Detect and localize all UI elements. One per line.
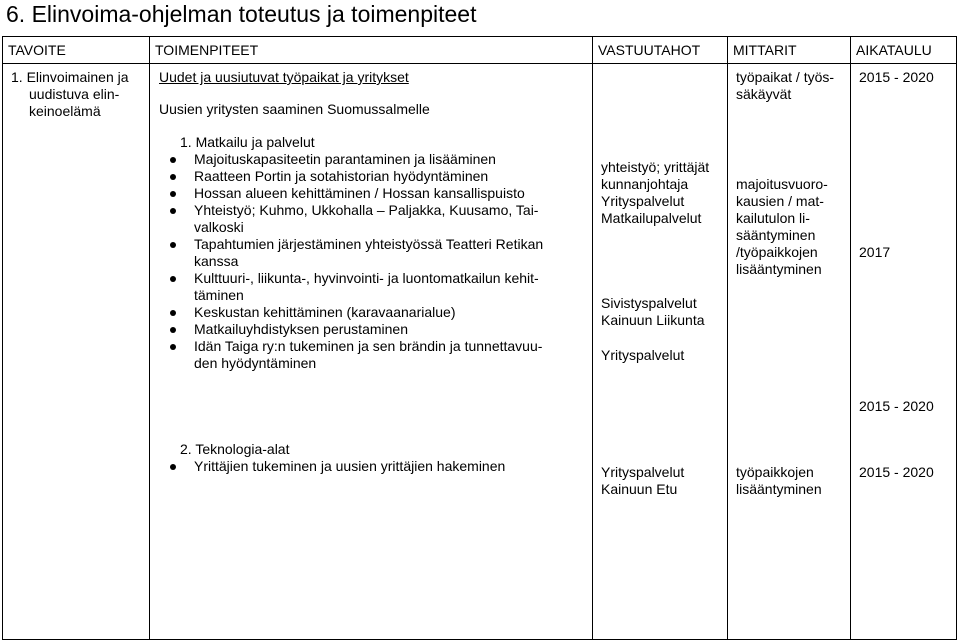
tavoite-line: 1. Elinvoimainen ja xyxy=(11,69,129,85)
mittarit-line: työpaikat / työs- xyxy=(736,69,835,85)
section2-list xyxy=(194,458,505,475)
mittarit-line: majoitusvuoro- xyxy=(736,176,828,192)
mittarit-cell xyxy=(728,64,851,640)
bullet-icon xyxy=(170,174,176,180)
header-mittarit: MITTARIT xyxy=(728,37,851,64)
list-item: Majoituskapasiteetin parantaminen ja lisääminen xyxy=(194,151,543,168)
toimenpiteet-cell xyxy=(150,64,593,640)
vastuutahot-line: Sivistyspalvelut xyxy=(601,295,697,311)
vastuutahot-line: Kainuun Etu xyxy=(601,481,678,497)
aikataulu-cell xyxy=(851,64,957,640)
aikataulu-value: 2015 - 2020 xyxy=(859,69,934,85)
action-plan-table xyxy=(2,36,957,640)
bullet-icon xyxy=(170,208,176,214)
list-item: Idän Taiga ry:n tukeminen ja sen brändin ja tunnettavuu- den hyödyntäminen xyxy=(194,338,543,372)
bullet-icon xyxy=(170,242,176,248)
mittarit-line: säkäyvät xyxy=(736,86,792,102)
section2-title: 2. Teknologia-alat xyxy=(180,441,290,457)
list-item: Yhteistyö; Kuhmo, Ukkohalla – Paljakka, Kuusamo, Tai- valkoski xyxy=(194,202,543,236)
bullet-icon xyxy=(170,310,176,316)
vastuutahot-line: Matkailupalvelut xyxy=(601,210,702,226)
section1-list xyxy=(194,151,543,372)
header-row xyxy=(3,37,957,64)
aikataulu-value: 2017 xyxy=(859,244,891,260)
mittarit-line: työpaikkojen xyxy=(736,464,814,480)
bullet-icon xyxy=(170,157,176,163)
list-item: Keskustan kehittäminen (karavaanarialue) xyxy=(194,304,543,321)
header-vastuutahot: VASTUUTAHOT xyxy=(593,37,728,64)
tavoite-cell xyxy=(3,64,150,640)
list-item: Kulttuuri-, liikunta-, hyvinvointi- ja luontomatkailun kehit- täminen xyxy=(194,270,543,304)
aikataulu-value: 2015 - 2020 xyxy=(859,464,934,480)
header-aikataulu: AIKATAULU xyxy=(851,37,957,64)
vastuutahot-cell xyxy=(593,64,728,640)
vastuutahot-line: Yrityspalvelut xyxy=(601,193,685,209)
tavoite-line: keinoelämä xyxy=(29,103,101,119)
vastuutahot-line: Yrityspalvelut xyxy=(601,347,685,363)
vastuutahot-line: Kainuun Liikunta xyxy=(601,312,705,328)
bullet-icon xyxy=(170,327,176,333)
bullet-icon xyxy=(170,276,176,282)
mittarit-line: lisääntyminen xyxy=(736,481,822,497)
vastuutahot-line: Yrityspalvelut xyxy=(601,464,685,480)
mittarit-line: kailutulon li- xyxy=(736,210,810,226)
vastuutahot-line: kunnanjohtaja xyxy=(601,176,689,192)
intro-text: Uusien yritysten saaminen Suomussalmelle xyxy=(159,101,430,117)
header-tavoite: TAVOITE xyxy=(3,37,150,64)
intro-underlined: Uudet ja uusiutuvat työpaikat ja yritykset xyxy=(159,69,409,85)
list-item: Yrittäjien tukeminen ja uusien yrittäjien hakeminen xyxy=(194,458,505,475)
mittarit-line: lisääntyminen xyxy=(736,261,822,277)
header-toimenpiteet: TOIMENPITEET xyxy=(150,37,593,64)
table-row xyxy=(3,64,957,640)
mittarit-line: kausien / mat- xyxy=(736,193,824,209)
list-item: Hossan alueen kehittäminen / Hossan kansallispuisto xyxy=(194,185,543,202)
aikataulu-value: 2015 - 2020 xyxy=(859,398,934,414)
section1-title: 1. Matkailu ja palvelut xyxy=(180,134,315,150)
list-item: Tapahtumien järjestäminen yhteistyössä Teatteri Retikan kanssa xyxy=(194,236,543,270)
bullet-icon xyxy=(170,191,176,197)
page-title: 6. Elinvoima-ohjelman toteutus ja toimenpiteet xyxy=(6,1,477,27)
list-item: Raatteen Portin ja sotahistorian hyödyntäminen xyxy=(194,168,543,185)
mittarit-line: sääntyminen xyxy=(736,227,816,243)
bullet-icon xyxy=(170,464,176,470)
list-item: Matkailuyhdistyksen perustaminen xyxy=(194,321,543,338)
vastuutahot-line: yhteistyö; yrittäjät xyxy=(601,159,710,175)
bullet-icon xyxy=(170,344,176,350)
tavoite-line: uudistuva elin- xyxy=(29,86,120,102)
mittarit-line: /työpaikkojen xyxy=(736,244,818,260)
